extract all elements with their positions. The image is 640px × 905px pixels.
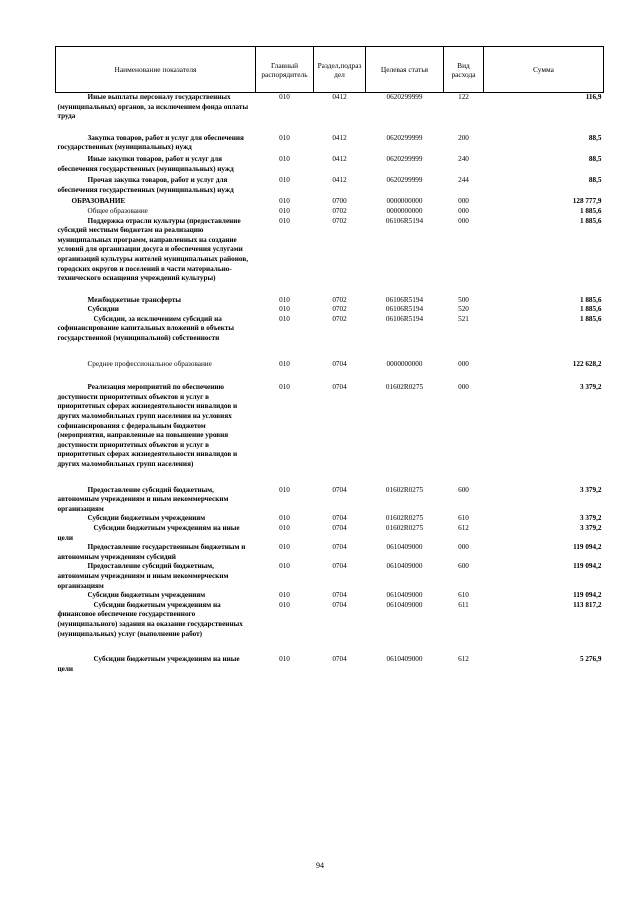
row-expense-type: 611: [458, 600, 469, 609]
table-row: [56, 562, 604, 591]
row-target: 0610409000: [386, 543, 423, 552]
row-sum: 116,9: [585, 93, 602, 101]
row-sum: 113 817,2: [573, 600, 602, 609]
table-row: [56, 543, 604, 562]
row-name: Иные выплаты персоналу государственных (муниципальных) органов, за исключением фонда оплаты труда: [57, 93, 249, 121]
row-main-manager: 010: [279, 176, 290, 185]
row-target: 0610409000: [386, 562, 423, 571]
row-section: 0704: [332, 359, 347, 368]
row-main-manager: 010: [279, 359, 290, 368]
row-section: 0700: [332, 197, 347, 206]
row-sum: 1 885,6: [579, 295, 602, 304]
row-name: Реализация мероприятий по обеспечению доступности приоритетных объектов и услуг в приоритетных сферах жизнедеятельности инвалидов и других маломобильных групп населения на условиях софинансирования с федеральным бюджетом (мероприятия, направленные на повышение уровня доступности приоритетных объектов и услуг в приоритетных сферах жизнедеятельности инвалидов и других маломобильных групп населения): [57, 383, 238, 468]
row-main-manager: 010: [279, 93, 290, 101]
row-sum: 128 777,9: [572, 197, 602, 206]
table-row: [56, 155, 604, 176]
row-main-manager: 010: [279, 591, 290, 600]
row-sum: 5 276,9: [579, 655, 602, 664]
row-sum: 88,5: [588, 133, 602, 142]
row-section: 0702: [332, 305, 347, 314]
row-main-manager: 010: [279, 295, 290, 304]
row-name: Поддержка отрасли культуры (предоставление субсидий местным бюджетам на реализацию муниципальных программ, направленных на создание условий для организации досуга и обеспечения услугами организаций культуры жителей муниципальных районов, городских округов и поселений в части материально-технического оснащения учреждений культуры): [57, 216, 249, 283]
row-name: Субсидии, за исключением субсидий на софинансирование капитальных вложений в объекты государственной (муниципальной) собственности: [57, 314, 234, 343]
row-name: Субсидии бюджетным учреждениям на иные цели: [57, 655, 240, 673]
row-expense-type: 000: [458, 383, 469, 392]
table-row: [56, 315, 604, 360]
row-name: Субсидии бюджетным учреждениям: [87, 591, 206, 600]
table-row: [56, 514, 604, 524]
row-expense-type: 000: [458, 216, 469, 225]
row-target: 01602R0275: [385, 514, 424, 523]
budget-table: [55, 46, 604, 674]
header-sum: Сумма: [484, 47, 604, 93]
row-target: 0620299999: [386, 133, 423, 142]
row-expense-type: 000: [458, 359, 469, 368]
row-name: Предоставление субсидий бюджетным, автономным учреждениям и иным некоммерческим организациям: [57, 562, 229, 590]
row-target: 01602R0275: [385, 383, 424, 392]
row-expense-type: 200: [458, 133, 469, 142]
row-section: 0702: [332, 216, 347, 225]
row-main-manager: 010: [279, 305, 290, 314]
row-expense-type: 612: [458, 523, 469, 532]
row-target: 0620299999: [386, 154, 423, 163]
row-main-manager: 010: [279, 154, 290, 163]
row-expense-type: 520: [458, 305, 469, 314]
table-row: [56, 360, 604, 384]
row-main-manager: 010: [279, 216, 290, 225]
row-expense-type: 600: [458, 562, 469, 571]
row-section: 0704: [332, 655, 347, 664]
row-main-manager: 010: [279, 314, 290, 323]
row-section: 0412: [332, 93, 347, 101]
row-name: ОБРАЗОВАНИЕ: [71, 197, 126, 206]
row-main-manager: 010: [279, 485, 290, 494]
table-row: [56, 207, 604, 217]
row-expense-type: 610: [458, 591, 469, 600]
row-section: 0702: [332, 206, 347, 215]
row-section: 0702: [332, 295, 347, 304]
table-body: [56, 93, 604, 675]
row-target: 0000000000: [386, 197, 423, 206]
row-expense-type: 240: [458, 154, 469, 163]
row-section: 0412: [332, 133, 347, 142]
row-sum: 119 094,2: [573, 562, 602, 571]
row-expense-type: 000: [458, 543, 469, 552]
row-main-manager: 010: [279, 600, 290, 609]
row-main-manager: 010: [279, 562, 290, 571]
row-sum: 88,5: [588, 154, 602, 163]
row-target: 0620299999: [386, 176, 423, 185]
row-section: 0704: [332, 543, 347, 552]
row-section: 0704: [332, 383, 347, 392]
row-main-manager: 010: [279, 655, 290, 664]
row-name: Субсидии: [87, 305, 119, 314]
table-row: [56, 486, 604, 515]
row-main-manager: 010: [279, 514, 290, 523]
row-name: Прочая закупка товаров, работ и услуг для обеспечения государственных (муниципальных) нужд: [57, 176, 234, 194]
row-target: 06106R5194: [385, 216, 424, 225]
row-sum: 119 094,2: [573, 543, 602, 552]
row-name: Закупка товаров, работ и услуг для обеспечения государственных (муниципальных) нужд: [57, 133, 244, 152]
table-row: [56, 93, 604, 134]
row-target: 0000000000: [386, 359, 423, 368]
table-row: [56, 383, 604, 485]
row-expense-type: 612: [458, 655, 469, 664]
row-section: 0702: [332, 314, 347, 323]
row-expense-type: 000: [458, 206, 469, 215]
row-main-manager: 010: [279, 197, 290, 206]
row-sum: 122 628,2: [572, 359, 602, 368]
row-sum: 1 885,6: [579, 305, 602, 314]
row-sum: 3 379,2: [579, 523, 602, 532]
row-target: 06106R5194: [385, 295, 424, 304]
row-name: Предоставление субсидий бюджетным, автономным учреждениям и иным некоммерческим организациям: [57, 485, 229, 513]
row-target: 06106R5194: [385, 314, 424, 323]
row-name: Субсидии бюджетным учреждениям на финансовое обеспечение государственного (муниципального) задания на оказание государственных (муниципальных) услуг (выполнение работ): [57, 600, 243, 638]
page-number: 94: [316, 861, 324, 870]
row-sum: 1 885,6: [579, 314, 602, 323]
row-target: 0000000000: [386, 206, 423, 215]
row-target: 0610409000: [386, 591, 423, 600]
row-main-manager: 010: [279, 523, 290, 532]
row-expense-type: 500: [458, 295, 469, 304]
header-section: Раздел,подраз дел: [314, 47, 366, 93]
row-name: Общее образование: [87, 206, 148, 215]
table-row: [56, 176, 604, 197]
row-main-manager: 010: [279, 543, 290, 552]
row-target: 01602R0275: [385, 523, 424, 532]
header-expense-type: Вид расхода: [444, 47, 484, 93]
table-header-row: [56, 47, 604, 93]
table-row: [56, 524, 604, 543]
table-row: [56, 296, 604, 306]
table-row: [56, 134, 604, 155]
row-sum: 119 094,2: [573, 591, 602, 600]
row-expense-type: 000: [458, 197, 469, 206]
table-row: [56, 197, 604, 207]
row-expense-type: 122: [458, 93, 469, 101]
row-target: 0610409000: [386, 655, 423, 664]
row-target: 0620299999: [386, 93, 423, 101]
row-section: 0704: [332, 591, 347, 600]
row-expense-type: 610: [458, 514, 469, 523]
table-row: [56, 217, 604, 296]
row-sum: 3 379,2: [579, 383, 602, 392]
row-name: Межбюджетные трансферты: [87, 295, 182, 304]
row-target: 0610409000: [386, 600, 423, 609]
row-sum: 3 379,2: [579, 485, 602, 494]
table-row: [56, 601, 604, 655]
row-target: 01602R0275: [385, 485, 424, 494]
table-row: [56, 591, 604, 601]
row-main-manager: 010: [279, 133, 290, 142]
row-main-manager: 010: [279, 206, 290, 215]
header-main-manager: Главный распорядитель: [256, 47, 314, 93]
row-expense-type: 600: [458, 485, 469, 494]
row-target: 06106R5194: [385, 305, 424, 314]
row-section: 0704: [332, 562, 347, 571]
row-sum: 3 379,2: [579, 514, 602, 523]
row-expense-type: 521: [458, 314, 469, 323]
row-name: Иные закупки товаров, работ и услуг для обеспечения государственных (муниципальных) нужд: [57, 154, 234, 173]
row-sum: 1 885,6: [579, 216, 602, 225]
row-section: 0704: [332, 514, 347, 523]
row-section: 0704: [332, 600, 347, 609]
row-section: 0704: [332, 485, 347, 494]
row-name: Субсидии бюджетным учреждениям на иные цели: [57, 523, 240, 542]
header-target: Целевая статья: [366, 47, 444, 93]
row-section: 0412: [332, 176, 347, 185]
row-name: Среднее профессиональное образование: [87, 359, 212, 368]
row-main-manager: 010: [279, 383, 290, 392]
row-name: Предоставление государственным бюджетным и автономным учреждениям субсидий: [57, 543, 246, 561]
row-name: Субсидии бюджетным учреждениям: [87, 514, 206, 523]
table-row: [56, 305, 604, 315]
row-expense-type: 244: [458, 176, 469, 185]
table-row: [56, 655, 604, 674]
row-section: 0704: [332, 523, 347, 532]
header-name: Наименование показателя: [56, 47, 256, 93]
row-sum: 1 885,6: [579, 206, 602, 215]
row-sum: 88,5: [588, 176, 602, 185]
row-section: 0412: [332, 154, 347, 163]
